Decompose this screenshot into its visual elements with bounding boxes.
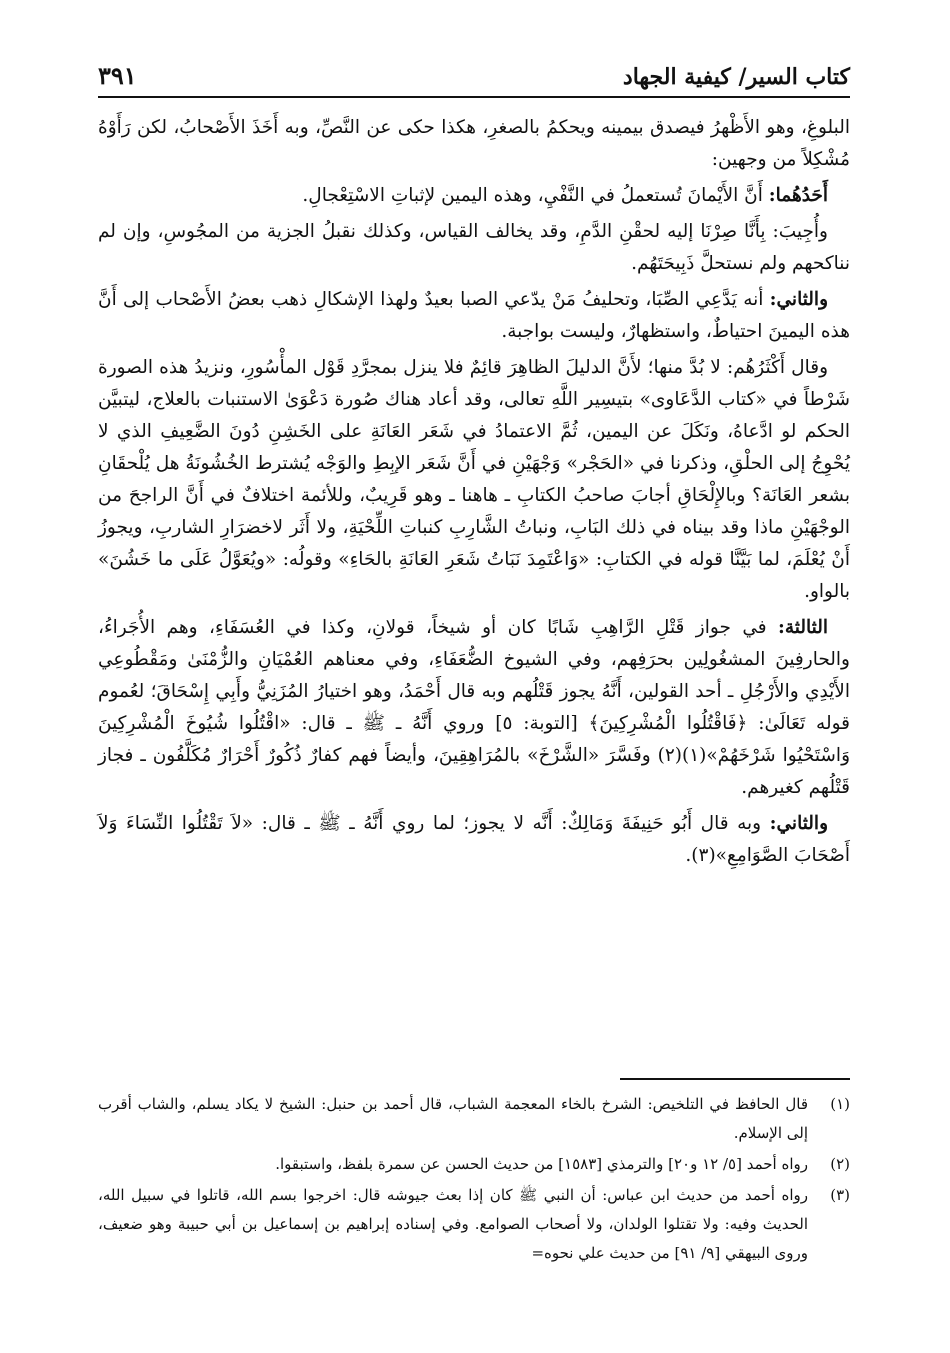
paragraph-6-text: في جواز قَتْلِ الرَّاهِبِ شَابًا كان أو شيخاً، قولانِ، وكذا في العُسَفَاءِ، وهم الأُجَراءُ، والحارفِينَ المشغُولِين بحرَفِهم، وفي الشيوخ الضُّعَفَاءِ، وفي معناهم العُمْيَانِ والزُّمْنَىٰ ومَقْطُوعِي الأَيْدِي والأَرْجُلِ ـ أحد القولين، أَنَّهُ يجوز قَتْلُهم وبه قال أَحْمَدُ، وهو اختيارُ المُزَنِيُّ وأَبِي إِسْحَاقَ؛ لعُموم قوله تَعَالَىٰ: ﴿فَاقْتُلُوا الْمُشْرِكِينَ﴾ [التوبة: ٥] وروي أَنَّهُ ـ ﷺ ـ قال: «اقْتُلُوا شُيُوخَ الْمُشْرِكِينَ وَاسْتَحْيُوا شَرْخَهُمْ»(١)(٢) وفَسَّرَ «الشَّرْخَ» بالمُرَاهِقِينَ، وأيضاً فهم كفارٌ ذُكُورٌ أَحْرَارٌ مُكَلَّفُون ـ فجاز قَتْلُهم كغيرهم. bbox=[98, 617, 851, 798]
paragraph-2-lead: أَحَدُهُما: bbox=[768, 185, 828, 206]
paragraph-6 bbox=[98, 612, 850, 804]
paragraph-4-text: أنه يَدَّعِي الصِّبَا، وتحليفُ مَنْ يدّعي الصبا بعيدٌ ولهذا الإشكالِ ذهب بعضُ الأَصْحاب إلى أَنَّ هذه اليمينَ احتياطٌ، واستظهارٌ، وليست بواجبة. bbox=[98, 289, 850, 342]
footnote-3 bbox=[98, 1181, 850, 1268]
footnote-text: رواه أحمد [٥/ ١٢ و٢٠] والترمذي [١٥٨٣] من حديث الحسن عن سمرة بلفظ، واستبقوا. bbox=[275, 1155, 808, 1173]
paragraph-4 bbox=[98, 284, 850, 348]
paragraph-7-lead: والثاني: bbox=[769, 813, 828, 834]
paragraph-5: وقال أَكْثَرُهُم: لا بُدَّ منها؛ لأَنَّ الدليلَ الظاهِرَ قائِمٌ فلا ينزل بمجرَّدِ قَوْل المأْسُورِ، ونزيدُ هذه الصورة شَرْطاً في «كتاب الدَّعَاوى» بتيسِير اللَّهِ تعالى، وقد أعاد هناك صُورة دَعْوَىٰ الاستنبات بالعلاج، ليتبيَّن الحكم لو ادَّعاهُ، ونَكَلَ عن اليمين، ثُمَّ الاعتمادُ في شَعَر العَانَةِ على الخَشِنِ دُونَ الضَّعِيفِ الذي لا يُحْوِجُ إلى الحلْقِ، وذكرنا في «الحَجْر» وَجْهَيْنِ في أَنَّ شَعَر الإبِطِ والوَجْه يُشترط الخُشُونَةُ هل يُلْحقَانِ بشعر العَانَة؟ وبالإِلْحَاقِ أجابَ صاحبُ الكتابِ ـ هاهنا ـ وهو قَرِيبٌ، وللأئمة اختلافٌ في أَنَّ الراجحَ من الوجْهَيْنِ ماذا وقد بيناه في ذلك البَابِ، ونباتُ الشَّارِبِ كنباتِ اللِّحْيَةِ، ولا أَثَر لاخضرَارِ الشاربِ، ويجوزُ أَنْ يُعْلَمَ، لما بَيَّنَّا قوله في الكتابِ: «وَاعْتَمِدَ نَبَاتُ شَعَرِ العَانَةِ بالحَاءِ» وقولُه: «ويُعَوَّلُ عَلَى ما خَشُنَ» بالواو. bbox=[98, 357, 850, 602]
paragraph-7 bbox=[98, 808, 850, 872]
paragraph-6-lead: الثالثة: bbox=[778, 617, 828, 638]
footnote-2 bbox=[98, 1150, 850, 1179]
footnotes bbox=[98, 1090, 850, 1270]
paragraph-1: البلوغِ، وهو الأَظْهرُ فيصدق بيمينه ويحكمُ بالصغرِ، هكذا حكى عن النَّصِّ، وبه أَخَذَ الأَصْحابُ، لكن رَأَوْهُ مُشْكِلاً من وجهين: bbox=[98, 117, 850, 170]
paragraph-2 bbox=[98, 180, 850, 212]
footnote-1 bbox=[98, 1090, 850, 1148]
paragraph-7-text: وبه قال أَبُو حَنِيفَةَ وَمَالِكٌ: أَنَّه لا يجوز؛ لما روي أَنَّهُ ـ ﷺ ـ قال: «لاَ تَقْتُلُوا النِّسَاءَ وَلاَ أَصْحَابَ الصَّوَامِعِ»(٣). bbox=[98, 813, 850, 866]
header-title: كتاب السير/ كيفية الجهاد bbox=[622, 64, 850, 90]
main-text bbox=[98, 112, 850, 876]
paragraph-4-lead: والثاني: bbox=[769, 289, 828, 310]
footnote-text: قال الحافظ في التلخيص: الشرخ بالخاء المعجمة الشباب، قال أحمد بن حنبل: الشيخ لا يكاد يسلم، والشاب أقرب إلى الإسلام. bbox=[98, 1095, 808, 1142]
page-number: ٣٩١ bbox=[98, 61, 137, 90]
footnote-number: (٢) bbox=[830, 1155, 850, 1173]
paragraph-2-text: أَنَّ الأَيْمانَ تُستعملُ في النَّفْيِ، وهذه اليمين لإثباتِ الاسْتِعْجالِ. bbox=[302, 185, 769, 206]
footnote-number: (٣) bbox=[830, 1186, 850, 1204]
footnote-divider bbox=[620, 1078, 850, 1080]
paragraph-3: وأُجِيبَ: بِأَنَّا صِرْنَا إليه لحقْنِ الدَّمِ، وقد يخالف القياس، وكذلك نقبلُ الجزية من المجُوسِ، وإن لم نناكحهم ولم نستحلَّ ذَبِيحَتَهُم. bbox=[98, 221, 850, 274]
footnote-number: (١) bbox=[830, 1095, 850, 1113]
footnote-text: رواه أحمد من حديث ابن عباس: أن النبي ﷺ كان إذا بعث جيوشه قال: اخرجوا بسم الله، قاتلوا في سبيل الله، الحديث وفيه: ولا تقتلوا الولدان، ولا أصحاب الصوامع. وفي إسناده إبراهيم بن إسماعيل بن أبي حبيبة وهو ضعيف، وروى البيهقي [٩/ ٩١] من حديث علي نحوه= bbox=[98, 1186, 808, 1262]
running-header bbox=[98, 54, 850, 98]
